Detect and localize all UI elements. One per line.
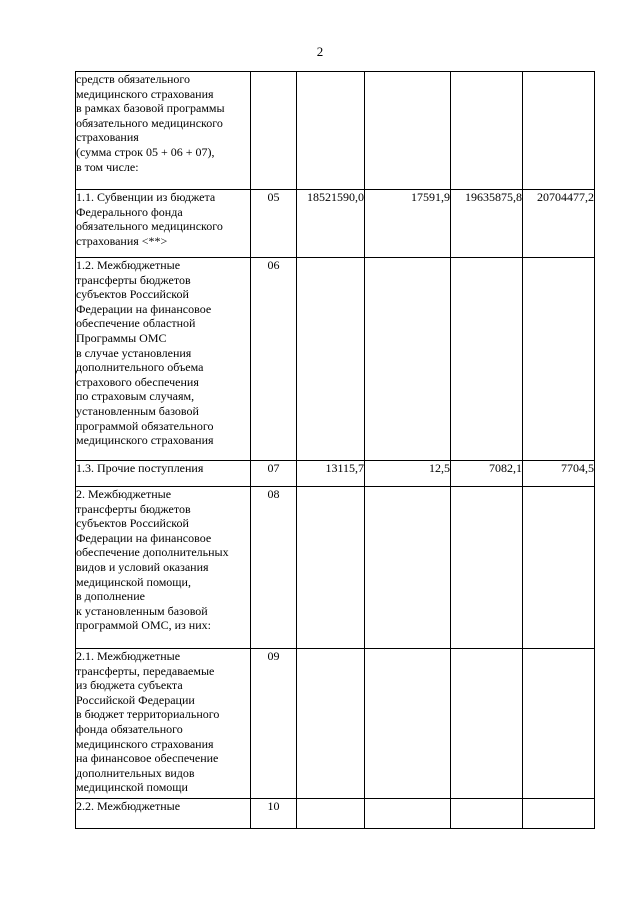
row-code-cell: 06 <box>251 258 297 461</box>
table-row <box>76 799 595 829</box>
row-value-cell-4 <box>523 258 595 461</box>
row-value-cell-2 <box>365 72 451 190</box>
row-code-cell: 05 <box>251 190 297 258</box>
row-name-line: установленным базовой <box>76 403 199 418</box>
row-name-line: медицинского страхования <box>76 86 214 101</box>
row-value-cell-2 <box>365 799 451 829</box>
row-name-line: Федерации на финансовое <box>76 301 212 316</box>
row-value-cell-3: 7082,1 <box>451 461 523 487</box>
row-name-line: фонда обязательного <box>76 721 183 736</box>
row-name-cell <box>76 258 251 461</box>
row-name-line: обязательного медицинского <box>76 115 223 130</box>
row-name-line: из бюджета субъекта <box>76 678 183 693</box>
table-row <box>76 72 595 190</box>
row-name-line: трансферты бюджетов <box>76 272 191 287</box>
row-code-cell: 07 <box>251 461 297 487</box>
row-value-cell-2 <box>365 487 451 649</box>
row-value-cell-2: 12,5 <box>365 461 451 487</box>
row-value-cell-2: 17591,9 <box>365 190 451 258</box>
row-value-cell-3: 19635875,8 <box>451 190 523 258</box>
row-value-cell-2 <box>365 649 451 799</box>
row-value-cell-3 <box>451 649 523 799</box>
row-name-line: Российской Федерации <box>76 692 195 707</box>
row-value-cell-1 <box>297 649 365 799</box>
row-value-cell-4 <box>523 799 595 829</box>
row-name-line: 2.1. Межбюджетные <box>76 649 181 663</box>
row-name-line: Федерального фонда <box>76 204 183 219</box>
table-row <box>76 461 595 487</box>
row-name-line: в случае установления <box>76 345 192 360</box>
row-name-line: (сумма строк 05 + 06 + 07), <box>76 144 215 159</box>
row-value-cell-4: 7704,5 <box>523 461 595 487</box>
row-name-line: видов и условий оказания <box>76 559 209 574</box>
row-name-line: страхования <box>76 130 139 145</box>
row-name-cell <box>76 72 251 190</box>
row-name-line: Программы ОМС <box>76 330 167 345</box>
row-name-line: по страховым случаям, <box>76 389 195 404</box>
row-code-cell: 10 <box>251 799 297 829</box>
row-name-line: на финансовое обеспечение <box>76 751 219 766</box>
row-value-cell-4: 20704477,2 <box>523 190 595 258</box>
financial-table <box>75 71 595 829</box>
row-code-cell: 09 <box>251 649 297 799</box>
row-name-line: обеспечение дополнительных <box>76 545 229 560</box>
row-value-cell-1 <box>297 799 365 829</box>
row-name-line: медицинской помощи <box>76 780 188 795</box>
table-row <box>76 258 595 461</box>
row-name-line: обязательного медицинского <box>76 219 223 234</box>
row-name-line: дополнительного объема <box>76 360 204 375</box>
row-name-cell <box>76 461 251 487</box>
row-name-line: 2.2. Межбюджетные <box>76 799 181 813</box>
row-name-line: 1.2. Межбюджетные <box>76 258 181 272</box>
row-name-line: медицинского страхования <box>76 433 214 448</box>
row-name-line: в том числе: <box>76 159 139 174</box>
row-name-cell <box>76 649 251 799</box>
row-value-cell-3 <box>451 258 523 461</box>
row-name-cell <box>76 487 251 649</box>
row-name-line: обеспечение областной <box>76 316 196 331</box>
row-name-line: программой обязательного <box>76 418 214 433</box>
row-value-cell-3 <box>451 487 523 649</box>
row-code-cell <box>251 72 297 190</box>
row-name-line: 2. Межбюджетные <box>76 487 172 501</box>
row-name-line: страхования <**> <box>76 233 168 248</box>
row-value-cell-1 <box>297 258 365 461</box>
row-name-line: программой ОМС, из них: <box>76 618 211 633</box>
table-row <box>76 487 595 649</box>
row-name-line: трансферты бюджетов <box>76 501 191 516</box>
row-name-line: к установленным базовой <box>76 603 208 618</box>
row-value-cell-1 <box>297 487 365 649</box>
row-name-line: 1.3. Прочие поступления <box>76 461 204 475</box>
page-number: 2 <box>316 44 324 59</box>
row-name-line: дополнительных видов <box>76 765 195 780</box>
row-name-line: в рамках базовой программы <box>76 101 225 116</box>
row-value-cell-2 <box>365 258 451 461</box>
table-body <box>76 72 595 829</box>
row-name-cell <box>76 799 251 829</box>
row-value-cell-1 <box>297 72 365 190</box>
row-name-line: медицинского страхования <box>76 736 214 751</box>
row-name-line: средств обязательного <box>76 72 190 86</box>
row-code-cell: 08 <box>251 487 297 649</box>
row-name-cell <box>76 190 251 258</box>
row-name-line: субъектов Российской <box>76 516 189 531</box>
row-value-cell-4 <box>523 649 595 799</box>
table-row <box>76 649 595 799</box>
row-name-line: субъектов Российской <box>76 287 189 302</box>
row-value-cell-1: 13115,7 <box>297 461 365 487</box>
row-name-line: страхового обеспечения <box>76 374 199 389</box>
row-value-cell-1: 18521590,0 <box>297 190 365 258</box>
row-value-cell-4 <box>523 72 595 190</box>
row-name-line: Федерации на финансовое <box>76 530 212 545</box>
row-name-line: в бюджет территориального <box>76 707 220 722</box>
row-name-line: в дополнение <box>76 589 145 604</box>
row-value-cell-3 <box>451 799 523 829</box>
row-value-cell-3 <box>451 72 523 190</box>
row-name-line: медицинской помощи, <box>76 574 191 589</box>
table-row <box>76 190 595 258</box>
row-value-cell-4 <box>523 487 595 649</box>
row-name-line: 1.1. Субвенции из бюджета <box>76 190 216 204</box>
row-name-line: трансферты, передаваемые <box>76 663 215 678</box>
